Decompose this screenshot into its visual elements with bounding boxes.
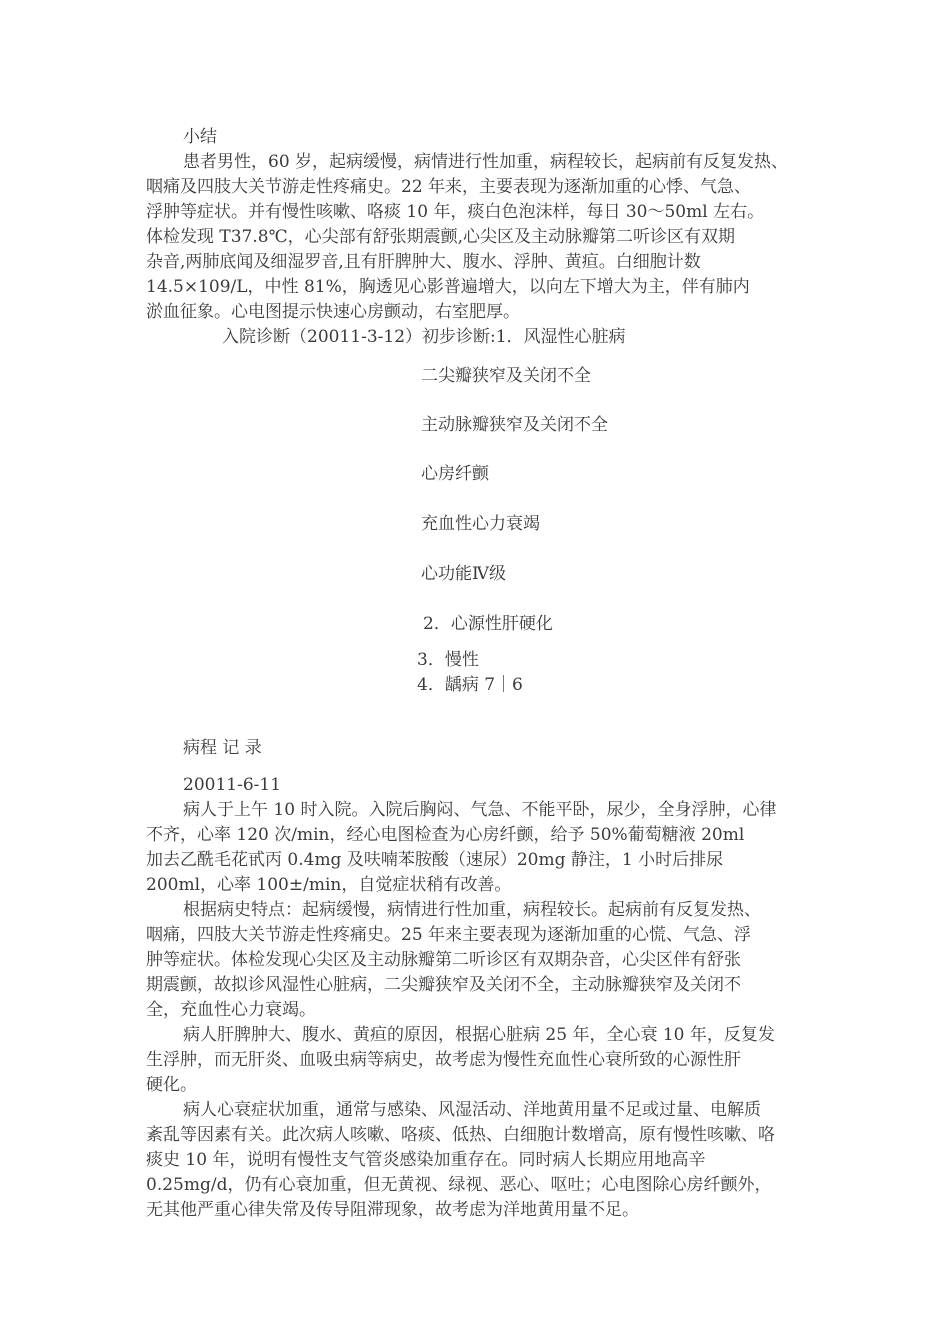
record-line: 不齐，心率 120 次/min，经心电图检查为心房纤颤，给予 50%葡萄糖液 20ml bbox=[146, 825, 745, 845]
summary-line: 体检发现 T37.8℃，心尖部有舒张期震颤,心尖区及主动脉瓣第二听诊区有双期 bbox=[146, 227, 736, 247]
summary-line: 淤血征象。心电图提示快速心房颤动，右室肥厚。 bbox=[146, 302, 520, 322]
record-line: 无其他严重心律失常及传导阻滞现象，故考虑为洋地黄用量不足。 bbox=[146, 1200, 639, 1220]
diagnosis-item: 4．龋病 7｜6 bbox=[417, 675, 523, 695]
diagnosis-item: 充血性心力衰竭 bbox=[421, 514, 540, 534]
record-line: 硬化。 bbox=[146, 1075, 197, 1095]
record-line: 期震颤，故拟诊风湿性心脏病，二尖瓣狭窄及关闭不全，主动脉瓣狭窄及关闭不 bbox=[146, 975, 741, 995]
diagnosis-item: 主动脉瓣狭窄及关闭不全 bbox=[421, 415, 608, 435]
record-line: 痰史 10 年，说明有慢性支气管炎感染加重存在。同时病人长期应用地高辛 bbox=[146, 1150, 706, 1170]
record-line: 病人肝脾肿大、腹水、黄疸的原因，根据心脏病 25 年，全心衰 10 年，反复发 bbox=[183, 1025, 775, 1045]
summary-line: 浮肿等症状。并有慢性咳嗽、咯痰 10 年，痰白色泡沫样，每日 30～50ml 左右。 bbox=[146, 202, 765, 222]
record-line: 全，充血性心力衰竭。 bbox=[146, 1000, 316, 1020]
record-line: 0.25mg/d，仍有心衰加重，但无黄视、绿视、恶心、呕吐；心电图除心房纤颤外， bbox=[146, 1175, 772, 1195]
record-line: 加去乙酰毛花甙丙 0.4mg 及呋喃苯胺酸（速尿）20mg 静注，1 小时后排尿 bbox=[146, 850, 724, 870]
record-line: 病人于上午 10 时入院。入院后胸闷、气急、不能平卧，尿少，全身浮肿，心律 bbox=[183, 800, 777, 820]
record-date: 20011-6-11 bbox=[183, 775, 282, 795]
record-line: 病人心衰症状加重，通常与感染、风湿活动、洋地黄用量不足或过量、电解质 bbox=[183, 1100, 761, 1120]
record-line: 根据病史特点：起病缓慢，病情进行性加重，病程较长。起病前有反复发热、 bbox=[183, 900, 761, 920]
record-line: 咽痛，四肢大关节游走性疼痛史。25 年来主要表现为逐渐加重的心慌、气急、浮 bbox=[146, 925, 752, 945]
record-heading: 病程 记 录 bbox=[183, 738, 262, 758]
diagnosis-item: 3．慢性 bbox=[417, 650, 479, 670]
summary-line: 杂音,两肺底闻及细湿罗音,且有肝脾肿大、腹水、浮肿、黄疸。白细胞计数 bbox=[146, 252, 701, 272]
diagnosis-item: 2．心源性肝硬化 bbox=[423, 614, 553, 634]
summary-line: 患者男性，60 岁，起病缓慢，病情进行性加重，病程较长，起病前有反复发热、 bbox=[183, 152, 789, 172]
admission-diagnosis: 入院诊断（20011-3-12）初步诊断:1．风湿性心脏病 bbox=[222, 327, 626, 347]
record-line: 肿等症状。体检发现心尖区及主动脉瓣第二听诊区有双期杂音，心尖区伴有舒张 bbox=[146, 950, 741, 970]
summary-line: 14.5×109/L，中性 81%，胸透见心影普遍增大，以向左下增大为主，伴有肺内 bbox=[146, 277, 750, 297]
diagnosis-item: 二尖瓣狭窄及关闭不全 bbox=[421, 366, 591, 386]
summary-heading: 小结 bbox=[183, 127, 217, 147]
diagnosis-item: 心房纤颤 bbox=[421, 464, 489, 484]
record-line: 紊乱等因素有关。此次病人咳嗽、咯痰、低热、白细胞计数增高，原有慢性咳嗽、咯 bbox=[146, 1125, 775, 1145]
diagnosis-item: 心功能Ⅳ级 bbox=[421, 564, 506, 584]
record-line: 200ml，心率 100±/min，自觉症状稍有改善。 bbox=[146, 875, 512, 895]
record-line: 生浮肿，而无肝炎、血吸虫病等病史，故考虑为慢性充血性心衰所致的心源性肝 bbox=[146, 1050, 741, 1070]
summary-line: 咽痛及四肢大关节游走性疼痛史。22 年来，主要表现为逐渐加重的心悸、气急、 bbox=[146, 177, 752, 197]
